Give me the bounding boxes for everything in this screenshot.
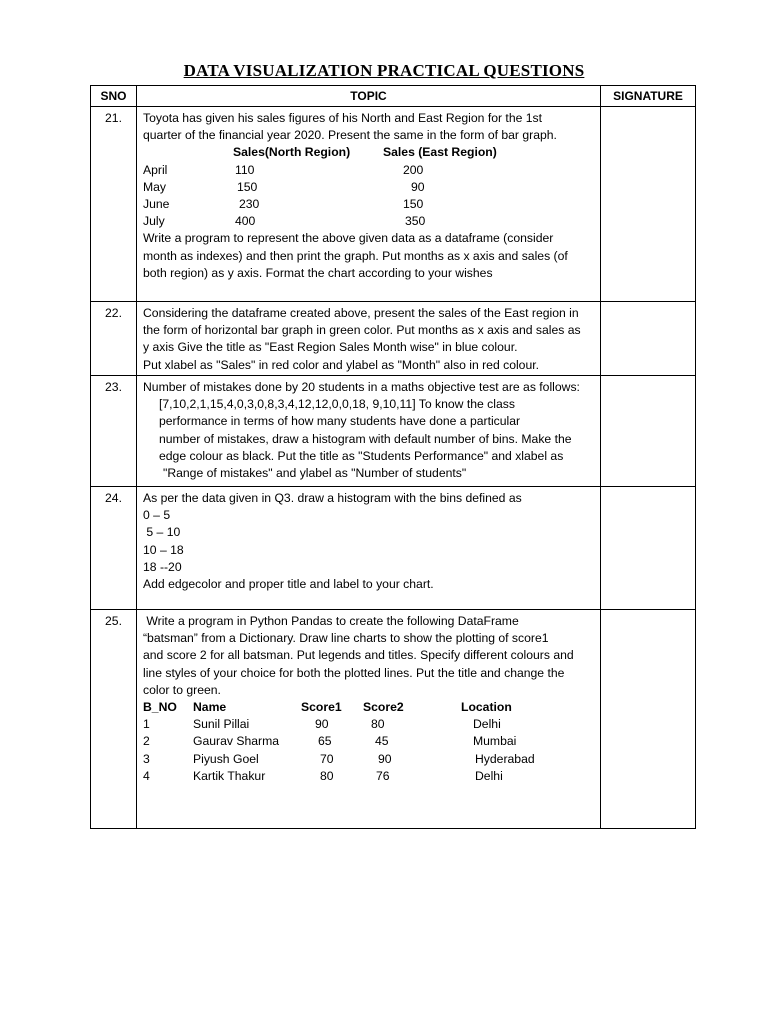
- question-text: Write a program to represent the above given data as a dataframe (consider: [143, 231, 554, 246]
- question-text: y axis Give the title as "East Region Sales Month wise" in blue colour.: [143, 340, 518, 355]
- sales-table-header: [143, 144, 596, 161]
- question-text: line styles of your choice for both the plotted lines. Put the title and change the: [143, 665, 565, 680]
- question-text: both region) as y axis. Format the chart according to your wishes: [143, 265, 493, 280]
- batsman-row: 1 Sunil Pillai 90 80 Delhi: [143, 717, 501, 732]
- question-text: and score 2 for all batsman. Put legends and titles. Specify different colours and: [143, 648, 574, 663]
- bin-range: 10 – 18: [143, 542, 184, 557]
- bin-range: 5 – 10: [143, 525, 181, 540]
- question-number: 23.: [91, 376, 137, 487]
- batsman-row: 4 Kartik Thakur 80 76 Delhi: [143, 768, 503, 783]
- question-number: 24.: [91, 487, 137, 610]
- sales-row: May 150 90: [143, 179, 425, 194]
- question-text: [7,10,2,1,15,4,0,3,0,8,3,4,12,12,0,0,18, 9,10,11] To know the class: [159, 397, 515, 412]
- question-text: As per the data given in Q3. draw a histogram with the bins defined as: [143, 491, 522, 505]
- bin-range: 0 – 5: [143, 508, 171, 523]
- question-row-23: [91, 376, 696, 487]
- table-header-row: [91, 86, 696, 107]
- batsman-row: 2 Gaurav Sharma 65 45 Mumbai: [143, 734, 517, 749]
- question-topic: [137, 302, 601, 376]
- question-text: quarter of the financial year 2020. Present the same in the form of bar graph.: [143, 128, 557, 143]
- question-topic: [137, 376, 601, 487]
- topic-header: TOPIC: [137, 86, 601, 107]
- question-text: Add edgecolor and proper title and label to your chart.: [143, 577, 434, 592]
- question-text: "Range of mistakes" and ylabel as "Number of students": [163, 466, 467, 481]
- sales-row: July 400 350: [143, 214, 426, 229]
- signature-cell: [601, 487, 696, 610]
- question-row-22: [91, 302, 696, 376]
- sno-header: SNO: [91, 86, 137, 107]
- sales-row: April 110 200: [143, 162, 424, 177]
- page-title: DATA VISUALIZATION PRACTICAL QUESTIONS: [183, 61, 585, 80]
- question-number: 25.: [91, 610, 137, 829]
- question-text: Put xlabel as "Sales" in red color and ylabel as "Month" also in red colour.: [143, 357, 540, 372]
- signature-cell: [601, 376, 696, 487]
- question-row-21: [91, 107, 696, 302]
- question-text: Toyota has given his sales figures of his North and East Region for the 1st: [143, 111, 543, 125]
- question-text: performance in terms of how many students have done a particular: [159, 414, 521, 429]
- question-topic: [137, 610, 601, 829]
- question-topic: [137, 487, 601, 610]
- question-number: 21.: [91, 107, 137, 302]
- question-text: Number of mistakes done by 20 students in a maths objective test are as follows:: [143, 380, 580, 394]
- signature-cell: [601, 610, 696, 829]
- signature-cell: [601, 302, 696, 376]
- signature-cell: [601, 107, 696, 302]
- question-text: “batsman” from a Dictionary. Draw line charts to show the plotting of score1: [143, 631, 549, 646]
- question-text: color to green.: [143, 682, 221, 697]
- east-column-header: Sales (East Region): [383, 145, 497, 160]
- question-text: Write a program in Python Pandas to create the following DataFrame: [143, 614, 519, 628]
- question-text: month as indexes) and then print the graph. Put months as x axis and sales (of: [143, 248, 568, 263]
- sales-row: June 230 150: [143, 197, 424, 212]
- signature-header: SIGNATURE: [601, 86, 696, 107]
- batsman-table-header: B_NO Name Score1 Score2 Location: [143, 700, 512, 715]
- question-topic: [137, 107, 601, 302]
- question-text: edge colour as black. Put the title as "Students Performance" and xlabel as: [159, 448, 564, 463]
- question-text: number of mistakes, draw a histogram with default number of bins. Make the: [159, 431, 572, 446]
- question-number: 22.: [91, 302, 137, 376]
- question-text: Considering the dataframe created above, present the sales of the East region in: [143, 306, 579, 320]
- question-row-24: [91, 487, 696, 610]
- batsman-row: 3 Piyush Goel 70 90 Hyderabad: [143, 751, 535, 766]
- question-row-25: [91, 610, 696, 829]
- questions-table: [90, 85, 696, 829]
- question-text: the form of horizontal bar graph in green color. Put months as x axis and sales as: [143, 323, 581, 338]
- bin-range: 18 --20: [143, 559, 182, 574]
- north-column-header: Sales(North Region): [233, 145, 351, 160]
